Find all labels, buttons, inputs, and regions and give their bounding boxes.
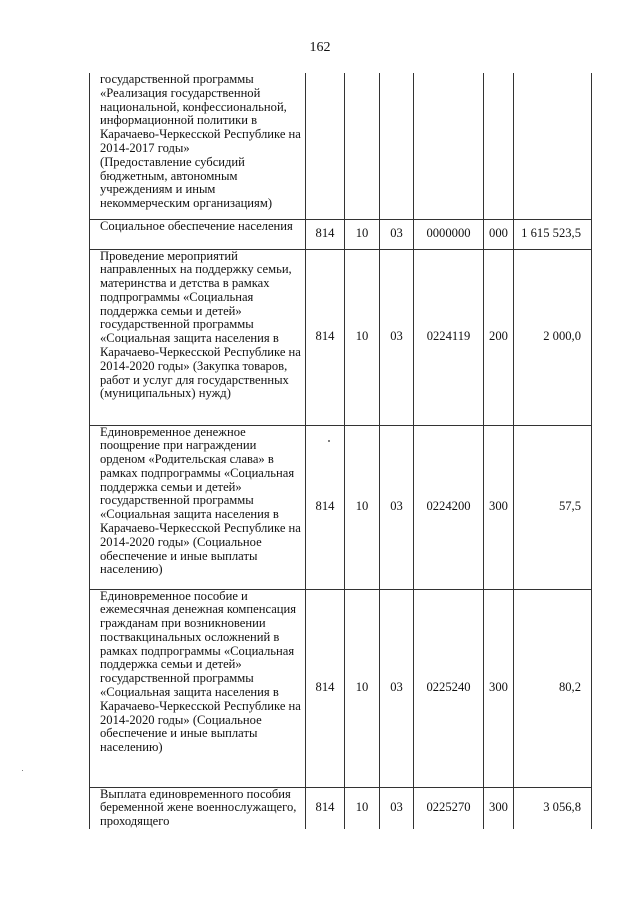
row-ministry-code: 814: [306, 787, 345, 829]
table-row: [90, 73, 592, 219]
row-description: Единовременное пособие и ежемесячная денежная компенсация гражданам при возникновении поствакцинальных осложнений в рамках подпрограммы «Социальная поддержка семьи и детей» государственной программы «Социальная защита населения в Карачаево-Черкесской Республике на 2014-2020 годы» (Социальное обеспечение и иные выплаты населению): [90, 589, 306, 787]
row-amount: 80,2: [514, 589, 592, 787]
table-row: [90, 589, 592, 787]
row-subsection-code: [380, 73, 414, 219]
row-ministry-code: 814: [306, 249, 345, 425]
row-expense-type: 300: [484, 589, 514, 787]
row-expense-type: 300: [484, 425, 514, 589]
row-section-code: 10: [345, 787, 380, 829]
row-description: государственной программы «Реализация государственной национальной, конфессиональной, информационной политики в Карачаево-Черкесской Республике на 2014-2017 годы» (Предоставление субсидий бюджетным, автономным учреждениям и иным некоммерческим организациям): [90, 73, 306, 219]
row-expense-type: [484, 73, 514, 219]
table-row: [90, 219, 592, 249]
row-target-article: 0000000: [414, 219, 484, 249]
row-amount: 2 000,0: [514, 249, 592, 425]
row-expense-type: 300: [484, 787, 514, 829]
row-description: Проведение мероприятий направленных на поддержку семьи, материнства и детства в рамках подпрограммы «Социальная поддержка семьи и детей» государственной программы «Социальная защита населения в Карачаево-Черкесской Республике на 2014-2020 годы» (Закупка товаров, работ и услуг для государственных (муниципальных) нужд): [90, 249, 306, 425]
row-expense-type: 000: [484, 219, 514, 249]
scan-speck: [328, 440, 330, 442]
row-ministry-code: 814: [306, 589, 345, 787]
row-subsection-code: 03: [380, 219, 414, 249]
row-amount: 1 615 523,5: [514, 219, 592, 249]
table-row: [90, 249, 592, 425]
row-target-article: 0224200: [414, 425, 484, 589]
budget-table: [89, 73, 592, 829]
row-section-code: 10: [345, 249, 380, 425]
row-description: Единовременное денежное поощрение при награждении орденом «Родительская слава» в рамках подпрограммы «Социальная поддержка семьи и детей» государственной программы «Социальная защита населения в Карачаево-Черкесской Республике на 2014-2020 годы» (Социальное обеспечение и иные выплаты населению): [90, 425, 306, 589]
row-target-article: [414, 73, 484, 219]
page-number: 162: [309, 40, 331, 55]
row-ministry-code: 814: [306, 425, 345, 589]
row-subsection-code: 03: [380, 425, 414, 589]
row-amount: 57,5: [514, 425, 592, 589]
row-section-code: 10: [345, 589, 380, 787]
row-target-article: 0225240: [414, 589, 484, 787]
row-amount: [514, 73, 592, 219]
row-section-code: 10: [345, 219, 380, 249]
row-description: Выплата единовременного пособия беременной жене военнослужащего, проходящего: [90, 787, 306, 829]
row-ministry-code: [306, 73, 345, 219]
row-ministry-code: 814: [306, 219, 345, 249]
row-expense-type: 200: [484, 249, 514, 425]
row-description: Социальное обеспечение населения: [90, 219, 306, 249]
scan-speck: [22, 770, 23, 771]
row-subsection-code: 03: [380, 249, 414, 425]
row-subsection-code: 03: [380, 787, 414, 829]
row-amount: 3 056,8: [514, 787, 592, 829]
table-row: [90, 425, 592, 589]
row-target-article: 0225270: [414, 787, 484, 829]
row-target-article: 0224119: [414, 249, 484, 425]
row-section-code: 10: [345, 425, 380, 589]
table-row: [90, 787, 592, 829]
row-subsection-code: 03: [380, 589, 414, 787]
row-section-code: [345, 73, 380, 219]
